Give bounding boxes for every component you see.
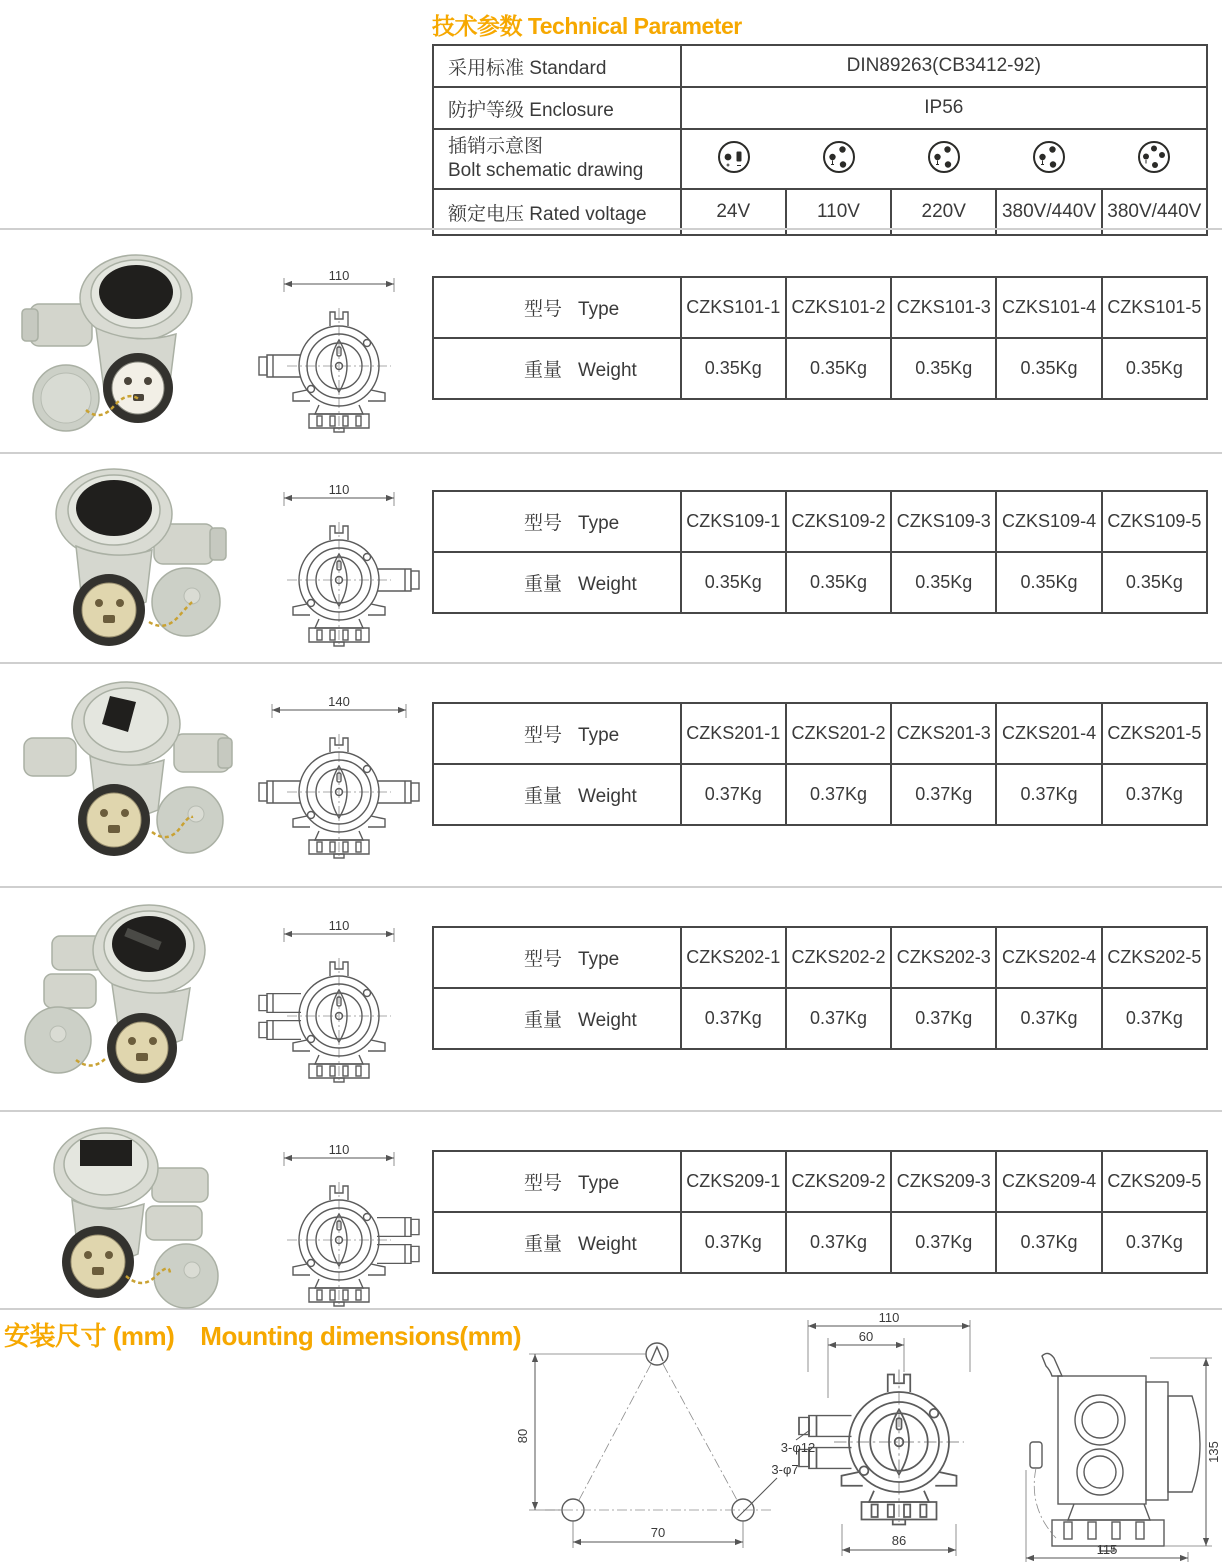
enclosure-label: 防护等级 Enclosure (433, 87, 681, 129)
type-row-label: 型号 Type (433, 277, 681, 338)
weight-cell: 0.37Kg (891, 764, 996, 825)
weight-cell: 0.35Kg (996, 338, 1101, 399)
voltage-cell: 110V (786, 189, 891, 235)
section-divider (0, 1110, 1222, 1112)
voltage-cell: 380V/440V (1102, 189, 1207, 235)
weight-cell: 0.37Kg (1102, 988, 1207, 1049)
weight-cell: 0.37Kg (786, 1212, 891, 1273)
type-row-label: 型号 Type (433, 927, 681, 988)
model-cell: CZKS101-1 (681, 277, 786, 338)
model-table (432, 490, 1208, 614)
technical-parameter-table (432, 44, 1208, 236)
weight-cell: 0.35Kg (681, 552, 786, 613)
weight-cell: 0.35Kg (891, 552, 996, 613)
dimension-drawing (254, 920, 424, 1090)
model-cell: CZKS202-3 (891, 927, 996, 988)
weight-cell: 0.37Kg (786, 988, 891, 1049)
bolt-schematic-cell (681, 129, 1207, 189)
weight-cell: 0.37Kg (996, 1212, 1101, 1273)
product-section-czks202 (0, 896, 1222, 1106)
weight-cell: 0.35Kg (681, 338, 786, 399)
voltage-cell: 380V/440V (996, 189, 1101, 235)
mounting-hole-layout-drawing (505, 1332, 805, 1560)
weight-cell: 0.37Kg (891, 988, 996, 1049)
weight-cell: 0.35Kg (891, 338, 996, 399)
model-cell: CZKS109-4 (996, 491, 1101, 552)
model-cell: CZKS201-2 (786, 703, 891, 764)
rated-voltage-label: 额定电压 Rated voltage (433, 189, 681, 235)
model-cell: CZKS202-4 (996, 927, 1101, 988)
weight-cell: 0.37Kg (681, 1212, 786, 1273)
weight-cell: 0.37Kg (996, 764, 1101, 825)
product-photo (14, 898, 239, 1088)
drawing-dim-label: 140 (328, 696, 350, 709)
weight-cell: 0.37Kg (1102, 1212, 1207, 1273)
product-section-czks109 (0, 460, 1222, 670)
dimension-drawing (254, 484, 424, 654)
model-table (432, 276, 1208, 400)
weight-row-label: 重量 Weight (433, 764, 681, 825)
standard-value: DIN89263(CB3412-92) (681, 45, 1207, 87)
model-cell: CZKS201-3 (891, 703, 996, 764)
model-cell: CZKS201-5 (1102, 703, 1207, 764)
weight-row-label: 重量 Weight (433, 338, 681, 399)
front-overall-width-dim: 110 (878, 1312, 900, 1325)
standard-label: 采用标准 Standard (433, 45, 681, 87)
product-section-czks101 (0, 246, 1222, 456)
product-section-czks209 (0, 1120, 1222, 1330)
voltage-cell: 220V (891, 189, 996, 235)
weight-row-label: 重量 Weight (433, 988, 681, 1049)
tech-parameter-heading: 技术参数 Technical Parameter (432, 13, 742, 39)
mounting-dimensions-heading: 安装尺寸 (mm) Mounting dimensions(mm) (4, 1321, 521, 1351)
product-photo (14, 674, 239, 864)
pin-diagram-3pin-icon (1030, 138, 1068, 180)
triangle-vertical-dim: 80 (515, 1428, 530, 1444)
bolt-schematic-label: 插销示意图 Bolt schematic drawing (433, 129, 681, 189)
model-table (432, 1150, 1208, 1274)
mounting-front-view-drawing (780, 1312, 998, 1562)
front-center-offset-dim: 60 (858, 1329, 874, 1344)
section-divider (0, 886, 1222, 888)
model-cell: CZKS101-4 (996, 277, 1101, 338)
weight-cell: 0.37Kg (786, 764, 891, 825)
weight-cell: 0.35Kg (786, 552, 891, 613)
triangle-holes-label: 3-φ7 (771, 1462, 799, 1477)
model-cell: CZKS202-2 (786, 927, 891, 988)
model-cell: CZKS202-1 (681, 927, 786, 988)
model-cell: CZKS209-4 (996, 1151, 1101, 1212)
enclosure-value: IP56 (681, 87, 1207, 129)
product-photo (14, 248, 239, 438)
dimension-drawing (254, 696, 424, 866)
model-table (432, 702, 1208, 826)
model-cell: CZKS109-3 (891, 491, 996, 552)
weight-row-label: 重量 Weight (433, 1212, 681, 1273)
model-cell: CZKS201-1 (681, 703, 786, 764)
model-cell: CZKS209-5 (1102, 1151, 1207, 1212)
triangle-horizontal-dim: 70 (650, 1525, 666, 1540)
pin-diagram-3pin-icon (820, 138, 858, 180)
model-cell: CZKS101-3 (891, 277, 996, 338)
model-cell: CZKS101-5 (1102, 277, 1207, 338)
drawing-dim-label: 110 (328, 270, 350, 283)
model-cell: CZKS101-2 (786, 277, 891, 338)
side-height-dim: 135 (1206, 1441, 1221, 1463)
section-divider (0, 228, 1222, 230)
pin-diagram-3pin-icon (925, 138, 963, 180)
dimension-drawing (254, 1144, 424, 1314)
weight-cell: 0.37Kg (1102, 764, 1207, 825)
model-cell: CZKS209-2 (786, 1151, 891, 1212)
weight-cell: 0.37Kg (681, 988, 786, 1049)
weight-cell: 0.37Kg (891, 1212, 996, 1273)
front-base-width-dim: 86 (891, 1533, 907, 1548)
product-photo (14, 462, 239, 652)
model-cell: CZKS201-4 (996, 703, 1101, 764)
type-row-label: 型号 Type (433, 703, 681, 764)
weight-cell: 0.35Kg (786, 338, 891, 399)
type-row-label: 型号 Type (433, 491, 681, 552)
side-width-dim: 115 (1096, 1542, 1118, 1557)
drawing-dim-label: 110 (328, 484, 350, 497)
model-cell: CZKS209-3 (891, 1151, 996, 1212)
model-cell: CZKS109-5 (1102, 491, 1207, 552)
model-cell: CZKS209-1 (681, 1151, 786, 1212)
product-photo (14, 1122, 239, 1312)
type-row-label: 型号 Type (433, 1151, 681, 1212)
model-cell: CZKS202-5 (1102, 927, 1207, 988)
drawing-dim-label: 110 (328, 920, 350, 933)
pin-diagram-2pin-icon (715, 138, 753, 180)
weight-cell: 0.37Kg (996, 988, 1101, 1049)
front-holes-label: 3-φ12 (780, 1440, 816, 1455)
weight-cell: 0.35Kg (1102, 338, 1207, 399)
product-section-czks201 (0, 672, 1222, 882)
weight-row-label: 重量 Weight (433, 552, 681, 613)
drawing-dim-label: 110 (328, 1144, 350, 1157)
mounting-side-view-drawing (1000, 1330, 1222, 1563)
voltage-cell: 24V (681, 189, 786, 235)
pin-diagram-4pin-icon (1135, 138, 1173, 180)
weight-cell: 0.35Kg (996, 552, 1101, 613)
weight-cell: 0.35Kg (1102, 552, 1207, 613)
weight-cell: 0.37Kg (681, 764, 786, 825)
model-table (432, 926, 1208, 1050)
model-cell: CZKS109-2 (786, 491, 891, 552)
dimension-drawing (254, 270, 424, 440)
model-cell: CZKS109-1 (681, 491, 786, 552)
